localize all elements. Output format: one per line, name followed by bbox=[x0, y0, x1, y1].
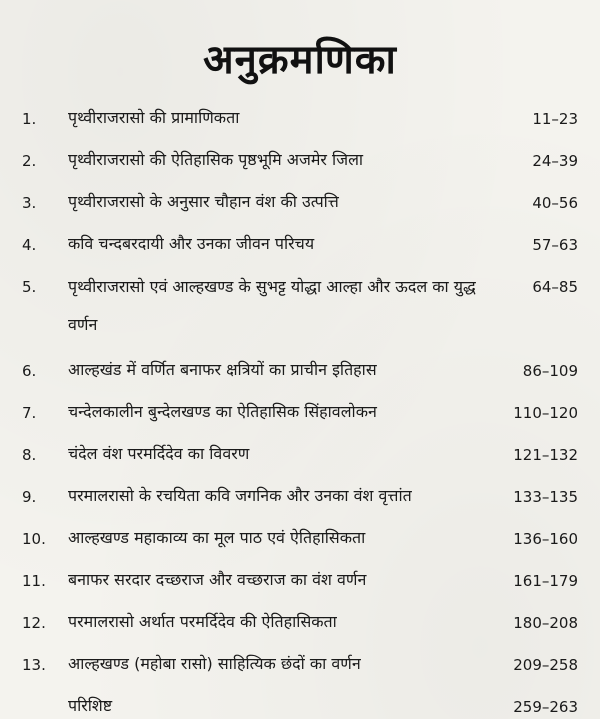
entry-title: कवि चन्दबरदायी और उनका जीवन परिचय bbox=[68, 234, 315, 253]
entry-number: 7. bbox=[22, 404, 37, 422]
toc-entry-10 bbox=[18, 520, 584, 562]
entry-pages: 180–208 bbox=[513, 614, 578, 632]
entry-number: 9. bbox=[22, 488, 37, 506]
entry-number: 11. bbox=[22, 572, 46, 590]
entry-pages: 161–179 bbox=[513, 572, 578, 590]
entry-number: 10. bbox=[22, 530, 46, 548]
toc-entry-4 bbox=[18, 226, 584, 268]
entry-pages: 11–23 bbox=[532, 110, 578, 128]
entry-title: चन्देलकालीन बुन्देलखण्ड का ऐतिहासिक सिंहावलोकन bbox=[68, 402, 377, 421]
toc-entry-appendix bbox=[18, 688, 584, 719]
toc-entry-2 bbox=[18, 142, 584, 184]
toc-entry-9 bbox=[18, 478, 584, 520]
entry-title: पृथ्वीराजरासो की प्रामाणिकता bbox=[68, 108, 240, 127]
entry-title: परिशिष्ट bbox=[68, 696, 113, 715]
entry-pages: 133–135 bbox=[513, 488, 578, 506]
entry-title: आल्हखण्ड महाकाव्य का मूल पाठ एवं ऐतिहासिकता bbox=[68, 528, 366, 547]
entry-pages: 259–263 bbox=[513, 698, 578, 716]
entry-title: आल्हखंड में वर्णित बनाफर क्षत्रियों का प्राचीन इतिहास bbox=[68, 360, 377, 379]
entry-pages: 121–132 bbox=[513, 446, 578, 464]
entry-pages: 86–109 bbox=[522, 362, 578, 380]
entry-pages: 136–160 bbox=[513, 530, 578, 548]
entry-number: 5. bbox=[22, 278, 37, 296]
entry-number: 2. bbox=[22, 152, 37, 170]
entry-number: 6. bbox=[22, 362, 37, 380]
toc-entry-1 bbox=[18, 100, 584, 142]
toc-entry-11 bbox=[18, 562, 584, 604]
toc-entry-5 bbox=[18, 268, 584, 352]
entry-pages: 24–39 bbox=[532, 152, 578, 170]
toc-entry-13 bbox=[18, 646, 584, 688]
entry-title: आल्हखण्ड (महोबा रासो) साहित्यिक छंदों का वर्णन bbox=[68, 654, 361, 673]
entry-number: 4. bbox=[22, 236, 37, 254]
entry-title: पृथ्वीराजरासो की ऐतिहासिक पृष्ठभूमि अजमेर जिला bbox=[68, 150, 364, 169]
entry-number: 13. bbox=[22, 656, 46, 674]
entry-title: पृथ्वीराजरासो एवं आल्हखण्ड के सुभट्ट योद्धा आल्हा और ऊदल का युद्ध वर्णन bbox=[68, 277, 476, 334]
entry-number: 3. bbox=[22, 194, 37, 212]
entry-pages: 64–85 bbox=[532, 278, 578, 296]
toc-entry-7 bbox=[18, 394, 584, 436]
entry-number: 12. bbox=[22, 614, 46, 632]
entry-title: परमालरासो के रचयिता कवि जगनिक और उनका वंश वृत्तांत bbox=[68, 486, 412, 505]
toc-entry-3 bbox=[18, 184, 584, 226]
entry-pages: 110–120 bbox=[513, 404, 578, 422]
entry-number: 1. bbox=[22, 110, 37, 128]
toc-entry-12 bbox=[18, 604, 584, 646]
page-title: अनुक्रमणिका bbox=[203, 37, 397, 83]
entry-number: 8. bbox=[22, 446, 37, 464]
toc-entry-8 bbox=[18, 436, 584, 478]
toc-entry-6 bbox=[18, 352, 584, 394]
entry-title: परमालरासो अर्थात परमर्दिदेव की ऐतिहासिकता bbox=[68, 612, 337, 631]
entry-title: चंदेल वंश परमर्दिदेव का विवरण bbox=[68, 444, 250, 463]
entry-title: पृथ्वीराजरासो के अनुसार चौहान वंश की उत्पत्ति bbox=[68, 192, 339, 211]
entry-title: बनाफर सरदार दच्छराज और वच्छराज का वंश वर्णन bbox=[68, 570, 367, 589]
entry-pages: 209–258 bbox=[513, 656, 578, 674]
entry-pages: 40–56 bbox=[532, 194, 578, 212]
entry-pages: 57–63 bbox=[532, 236, 578, 254]
table-of-contents bbox=[18, 100, 584, 719]
